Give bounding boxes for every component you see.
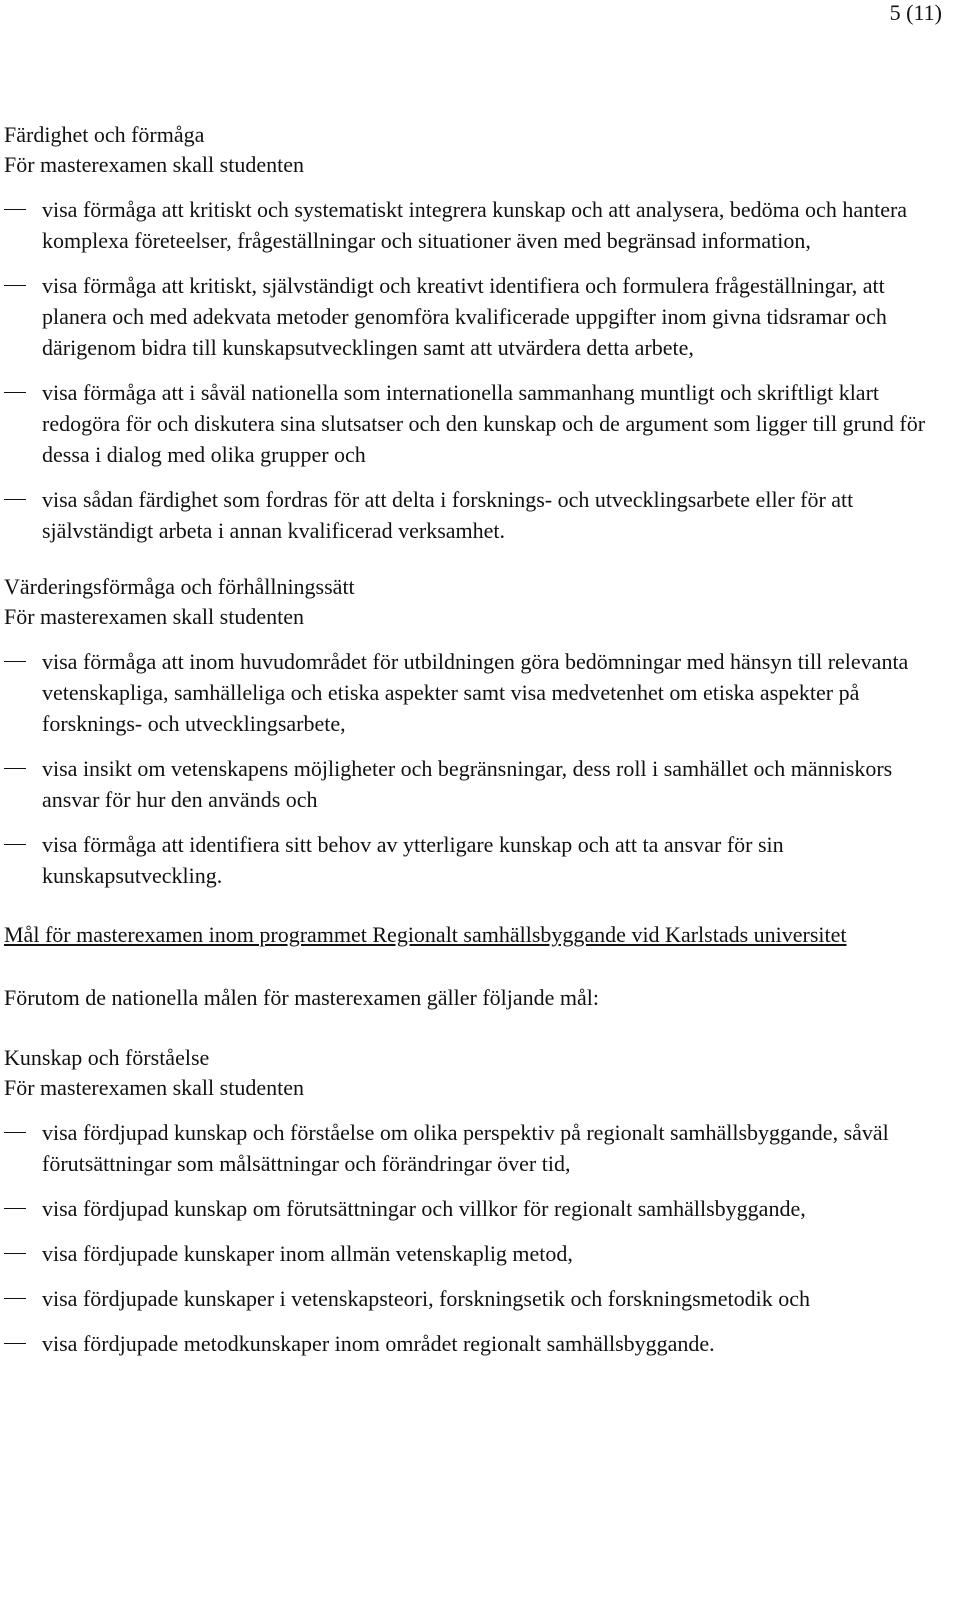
program-intro: Förutom de nationella målen för masterexamen gäller följande mål: <box>4 985 600 1010</box>
bullet-list <box>4 646 944 891</box>
dash-bullet-icon <box>4 1132 26 1133</box>
list-item-text: visa fördjupad kunskap och förståelse om olika perspektiv på regionalt samhällsbyggande, såväl förutsättningar som målsättningar och förändringar över tid, <box>42 1120 889 1176</box>
dash-bullet-icon <box>4 1253 26 1254</box>
document-body <box>4 120 944 1373</box>
bullet-list <box>4 1117 944 1359</box>
page-number: 5 (11) <box>889 0 942 25</box>
list-item-text: visa insikt om vetenskapens möjligheter och begränsningar, dess roll i samhället och människors ansvar för hur den används och <box>42 756 893 812</box>
list-item <box>4 1238 944 1269</box>
dash-bullet-icon <box>4 768 26 769</box>
list-item <box>4 484 944 546</box>
dash-bullet-icon <box>4 209 26 210</box>
dash-bullet-icon <box>4 1208 26 1209</box>
section-intro: För masterexamen skall studenten <box>4 1075 304 1100</box>
list-item-text: visa fördjupade kunskaper inom allmän vetenskaplig metod, <box>42 1241 573 1266</box>
program-title: Mål för masterexamen inom programmet Regionalt samhällsbyggande vid Karlstads universitet <box>4 922 847 947</box>
section-heading: Kunskap och förståelse <box>4 1045 210 1070</box>
list-item <box>4 646 944 739</box>
section-heading: Färdighet och förmåga <box>4 122 205 147</box>
dash-bullet-icon <box>4 844 26 845</box>
list-item-text: visa förmåga att kritiskt och systematiskt integrera kunskap och att analysera, bedöma och hantera komplexa företeelser, frågeställningar och situationer även med begränsad information, <box>42 197 908 253</box>
list-item <box>4 1328 944 1359</box>
dash-bullet-icon <box>4 1343 26 1344</box>
section-heading: Värderingsförmåga och förhållningssätt <box>4 574 355 599</box>
dash-bullet-icon <box>4 392 26 393</box>
list-item-text: visa förmåga att kritiskt, självständigt och kreativt identifiera och formulera frågeställningar, att planera och med adekvata metoder genomföra kvalificerade uppgifter inom givna tidsramar och därigenom bidra till kunskapsutvecklingen samt att utvärdera detta arbete, <box>42 273 887 360</box>
dash-bullet-icon <box>4 661 26 662</box>
dash-bullet-icon <box>4 499 26 500</box>
dash-bullet-icon <box>4 1298 26 1299</box>
list-item <box>4 1283 944 1314</box>
list-item-text: visa förmåga att identifiera sitt behov av ytterligare kunskap och att ta ansvar för sin kunskapsutveckling. <box>42 832 784 888</box>
list-item-text: visa sådan färdighet som fordras för att delta i forsknings- och utvecklingsarbete eller för att självständigt arbeta i annan kvalificerad verksamhet. <box>42 487 854 543</box>
section-kunskap <box>4 1043 944 1359</box>
list-item-text: visa fördjupad kunskap om förutsättningar och villkor för regionalt samhällsbyggande, <box>42 1196 806 1221</box>
list-item <box>4 753 944 815</box>
list-item <box>4 829 944 891</box>
section-intro: För masterexamen skall studenten <box>4 152 304 177</box>
list-item-text: visa förmåga att inom huvudområdet för utbildningen göra bedömningar med hänsyn till relevanta vetenskapliga, samhälleliga och etiska aspekter samt visa medvetenhet om etiska aspekter på forsknings- och utvecklingsarbete, <box>42 649 909 736</box>
list-item <box>4 194 944 256</box>
list-item-text: visa fördjupade metodkunskaper inom området regionalt samhällsbyggande. <box>42 1331 715 1356</box>
list-item <box>4 1117 944 1179</box>
list-item <box>4 270 944 363</box>
list-item-text: visa förmåga att i såväl nationella som internationella sammanhang muntligt och skriftligt klart redogöra för och diskutera sina slutsatser och den kunskap och de argument som ligger till grund för dessa i dialog med olika grupper och <box>42 380 926 467</box>
section-vardering <box>4 572 944 891</box>
list-item <box>4 1193 944 1224</box>
section-intro: För masterexamen skall studenten <box>4 604 304 629</box>
list-item <box>4 377 944 470</box>
section-fardighet <box>4 120 944 546</box>
section-program <box>4 919 944 1013</box>
bullet-list <box>4 194 944 546</box>
dash-bullet-icon <box>4 285 26 286</box>
list-item-text: visa fördjupade kunskaper i vetenskapsteori, forskningsetik och forskningsmetodik och <box>42 1286 811 1311</box>
